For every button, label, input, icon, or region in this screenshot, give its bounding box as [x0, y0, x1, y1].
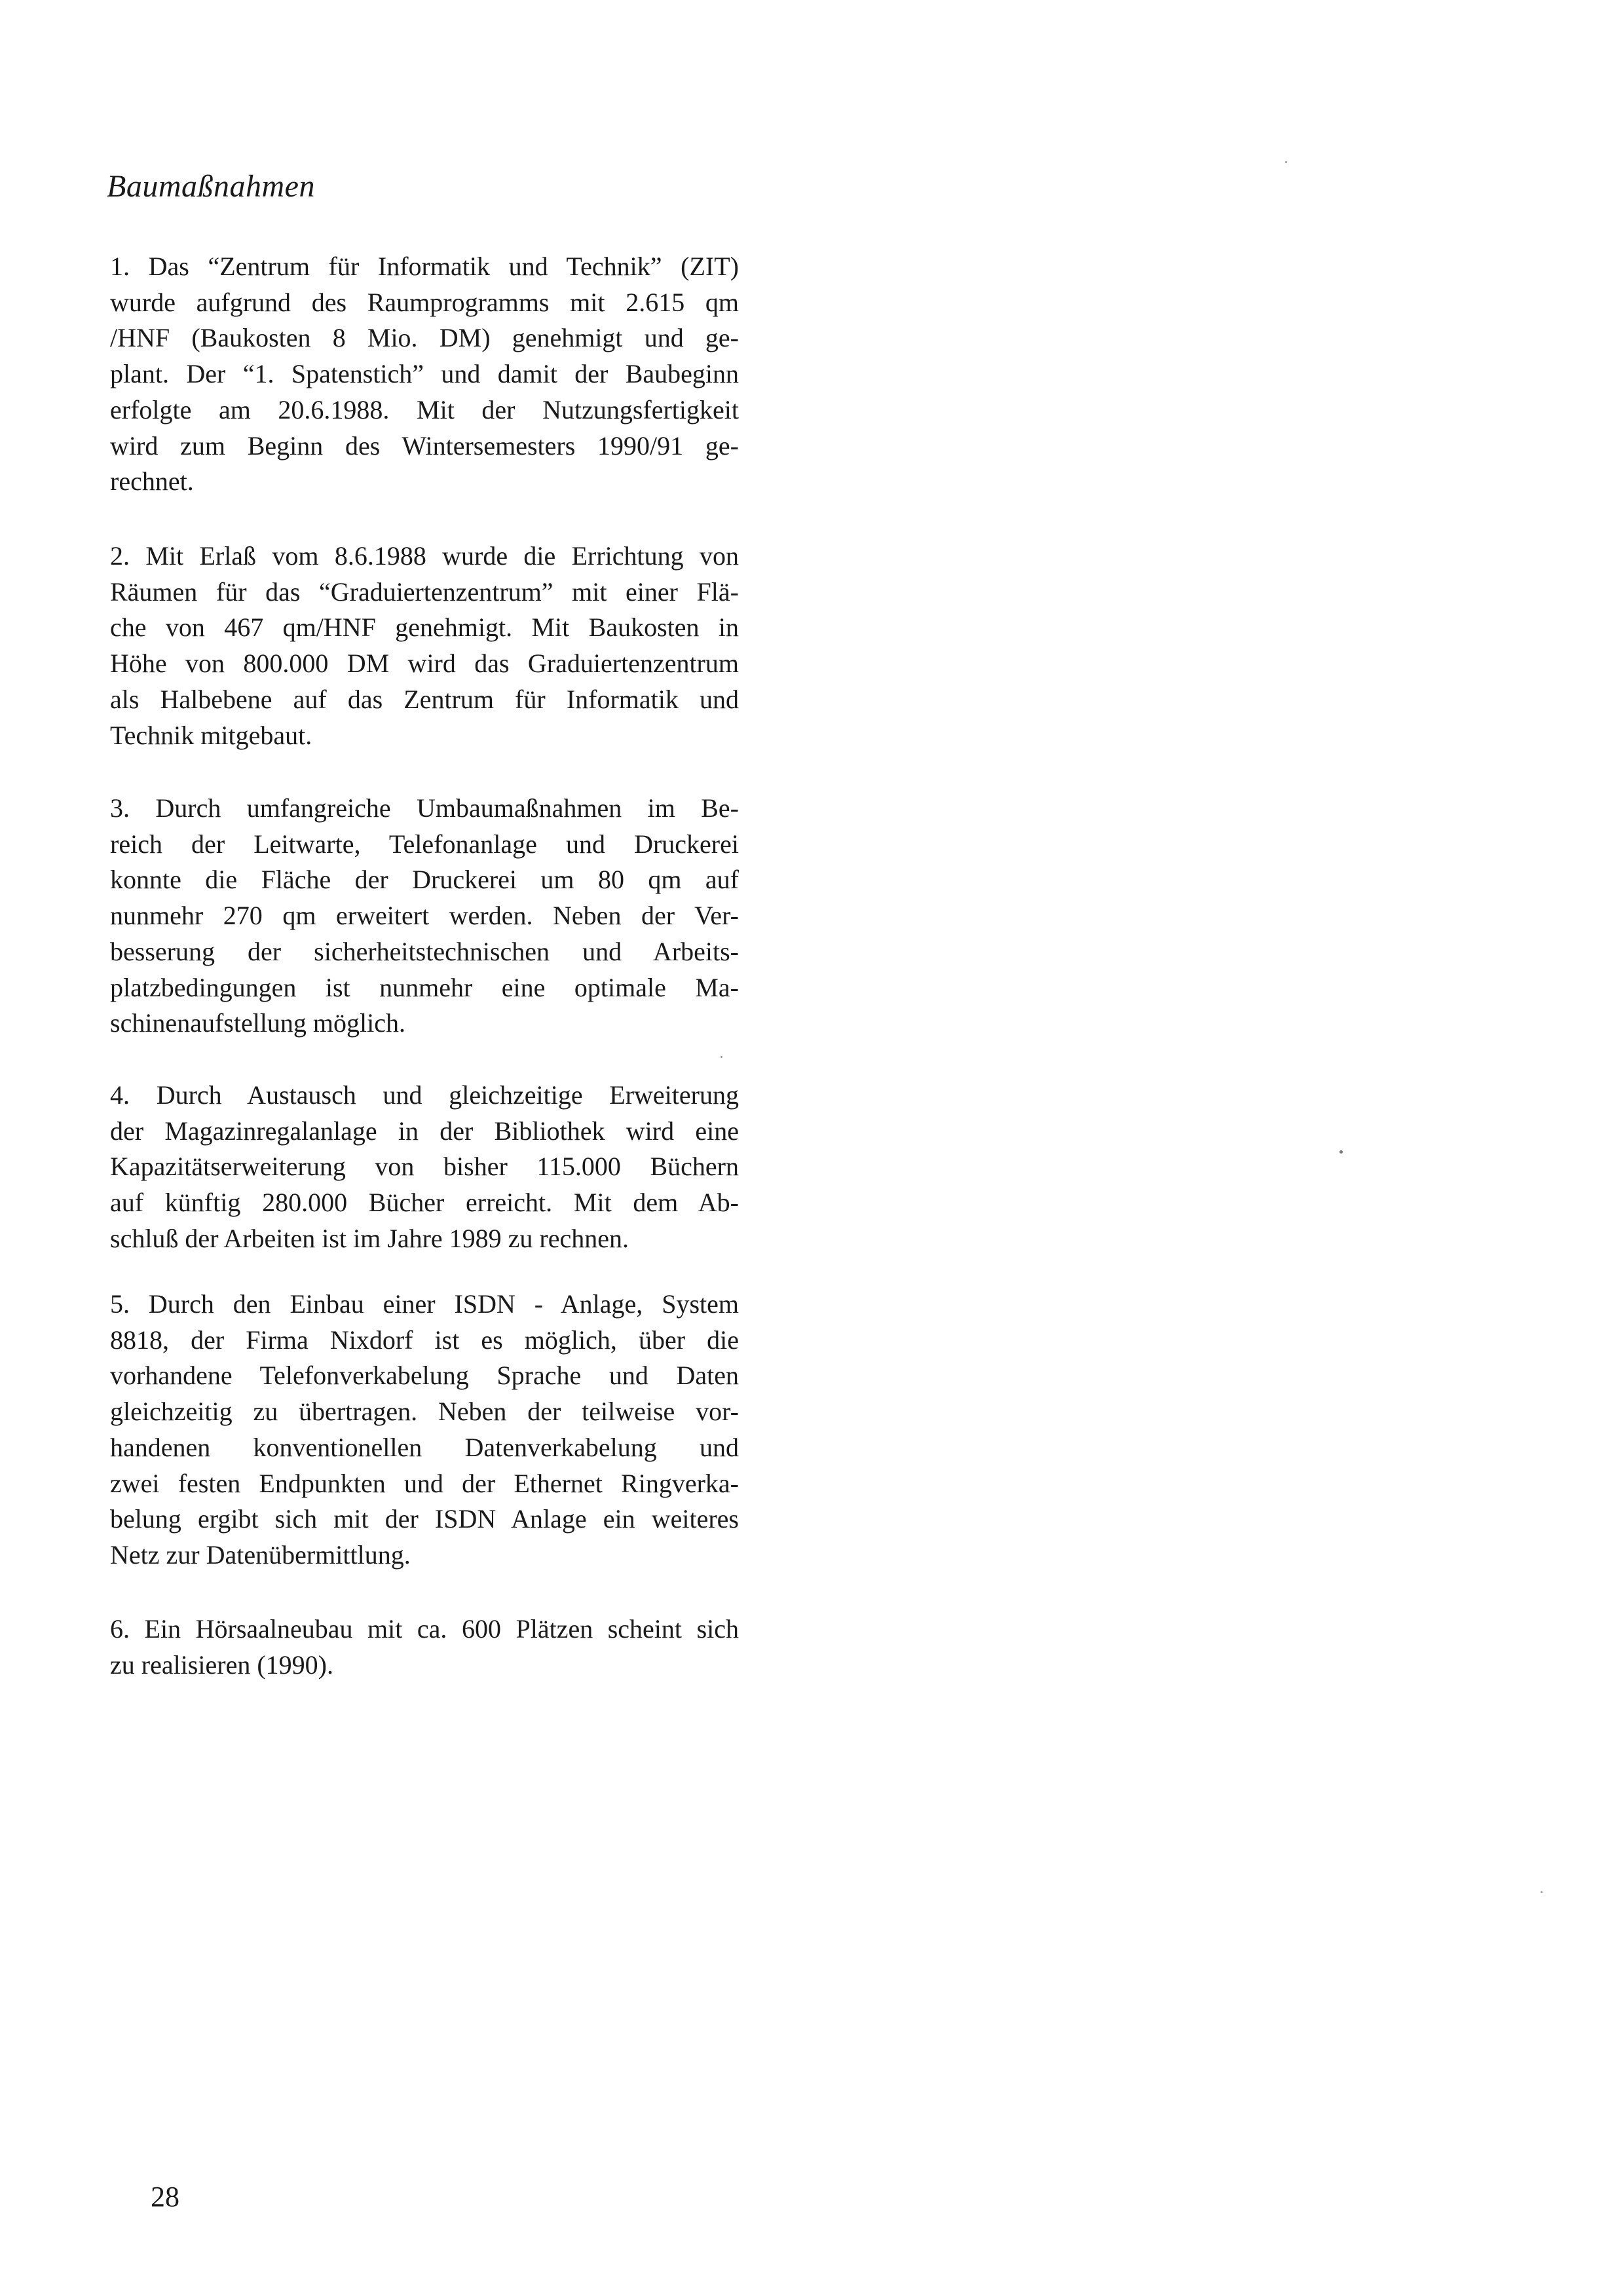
paragraph-line: platzbedingungen ist nunmehr eine optimale Ma-	[110, 972, 739, 1002]
scan-speck	[1339, 1150, 1343, 1154]
paragraph-line: als Halbebene auf das Zentrum für Informatik und	[110, 684, 739, 714]
paragraph-line: /HNF (Baukosten 8 Mio. DM) genehmigt und ge-	[110, 323, 739, 353]
paragraph-line: 8818, der Firma Nixdorf ist es möglich, über die	[110, 1325, 739, 1355]
paragraph-line: wurde aufgrund des Raumprogramms mit 2.615 qm	[110, 287, 739, 317]
paragraph-line: 6. Ein Hörsaalneubau mit ca. 600 Plätzen scheint sich	[110, 1614, 739, 1644]
paragraph-line: 2. Mit Erlaß vom 8.6.1988 wurde die Errichtung von	[110, 541, 739, 571]
paragraph-6	[110, 1611, 739, 1683]
paragraph-5	[110, 1287, 739, 1573]
paragraph-4	[110, 1078, 739, 1257]
paragraph-line: Räumen für das “Graduiertenzentrum” mit einer Flä-	[110, 576, 739, 607]
paragraph-1	[110, 249, 739, 500]
paragraph-3	[110, 791, 739, 1042]
paragraph-line: Höhe von 800.000 DM wird das Graduiertenzentrum	[110, 649, 739, 679]
page-number: 28	[151, 2181, 179, 2213]
paragraph-line: schinenaufstellung möglich.	[110, 1008, 406, 1038]
paragraph-line: plant. Der “1. Spatenstich” und damit der Baubeginn	[110, 359, 739, 389]
paragraph-line: erfolgte am 20.6.1988. Mit der Nutzungsfertigkeit	[110, 394, 739, 424]
paragraph-line: vorhandene Telefonverkabelung Sprache und Daten	[110, 1361, 739, 1391]
paragraph-line: handenen konventionellen Datenverkabelung und	[110, 1432, 739, 1462]
paragraph-line: Netz zur Datenübermittlung.	[110, 1539, 411, 1570]
paragraph-line: nunmehr 270 qm erweitert werden. Neben der Ver-	[110, 901, 739, 931]
paragraph-line: konnte die Fläche der Druckerei um 80 qm auf	[110, 865, 739, 895]
paragraph-line: 1. Das “Zentrum für Informatik und Technik” (ZIT)	[110, 252, 739, 281]
paragraph-line: belung ergibt sich mit der ISDN Anlage ein weiteres	[110, 1504, 739, 1534]
paragraph-line: zu realisieren (1990).	[110, 1649, 333, 1680]
paragraph-line: rechnet.	[110, 466, 194, 497]
paragraph-2	[110, 538, 739, 753]
paragraph-line: der Magazinregalanlage in der Bibliothek wird eine	[110, 1116, 739, 1146]
scan-speck	[1541, 1891, 1543, 1893]
paragraph-line: schluß der Arbeiten ist im Jahre 1989 zu rechnen.	[110, 1223, 629, 1253]
section-heading: Baumaßnahmen	[107, 169, 315, 204]
scan-speck	[1285, 161, 1287, 163]
paragraph-line: besserung der sicherheitstechnischen und Arbeits-	[110, 936, 739, 966]
paragraph-line: 3. Durch umfangreiche Umbaumaßnahmen im Be-	[110, 793, 739, 823]
paragraph-line: Kapazitätserweiterung von bisher 115.000 Büchern	[110, 1152, 739, 1182]
paragraph-line: reich der Leitwarte, Telefonanlage und Druckerei	[110, 829, 739, 859]
paragraph-line: zwei festen Endpunkten und der Ethernet Ringverka-	[110, 1468, 739, 1498]
paragraph-line: 4. Durch Austausch und gleichzeitige Erweiterung	[110, 1080, 739, 1110]
paragraph-line: Technik mitgebaut.	[110, 720, 312, 750]
paragraph-line: wird zum Beginn des Wintersemesters 1990/91 ge-	[110, 430, 739, 461]
paragraph-line: che von 467 qm/HNF genehmigt. Mit Baukosten in	[110, 612, 739, 643]
paragraph-line: auf künftig 280.000 Bücher erreicht. Mit dem Ab-	[110, 1188, 739, 1218]
paragraph-line: gleichzeitig zu übertragen. Neben der teilweise vor-	[110, 1397, 739, 1427]
paragraph-line: 5. Durch den Einbau einer ISDN - Anlage, System	[110, 1289, 739, 1319]
scan-speck	[721, 1056, 722, 1058]
